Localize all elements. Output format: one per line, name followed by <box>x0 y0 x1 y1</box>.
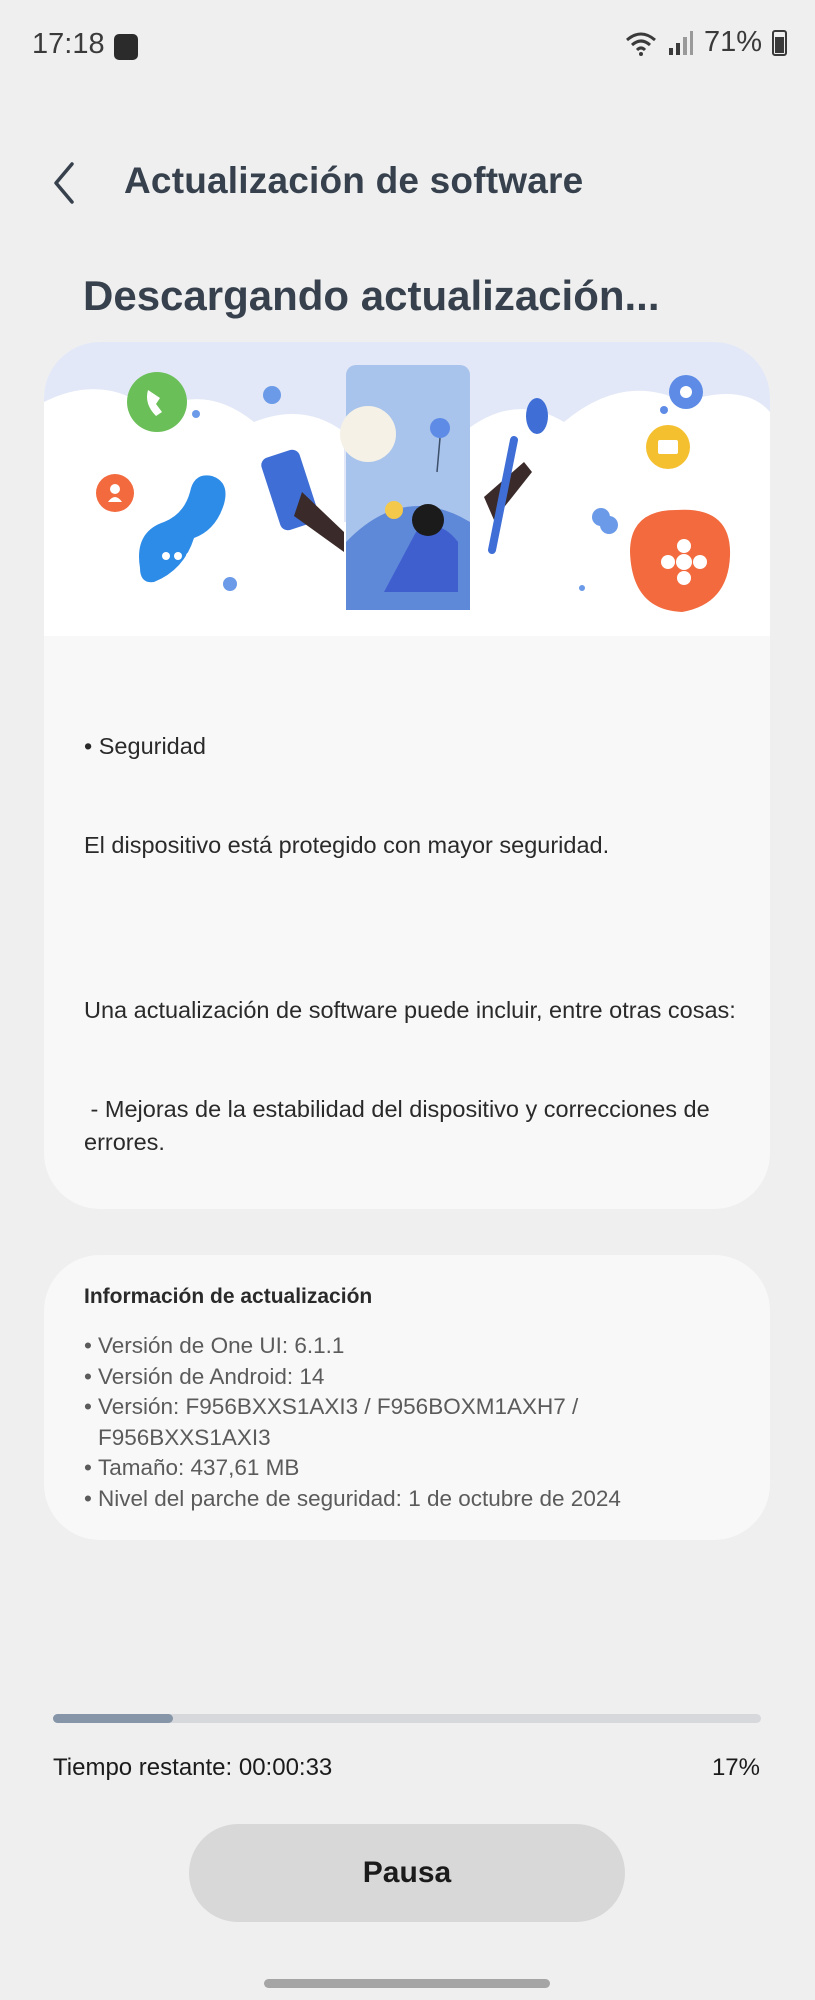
home-indicator[interactable] <box>264 1979 550 1988</box>
update-info-item: • Versión: F956BXXS1AXI3 / F956BOXM1AXH7 / F956BXXS1AXI3 <box>84 1392 734 1453</box>
notification-icon <box>114 34 138 60</box>
back-button[interactable] <box>44 158 88 208</box>
download-progress-fill <box>53 1714 173 1723</box>
download-progress-bar <box>53 1714 761 1723</box>
pause-button[interactable]: Pausa <box>189 1824 625 1922</box>
signal-icon <box>668 30 694 56</box>
update-info-item: • Versión de One UI: 6.1.1 <box>84 1331 734 1362</box>
update-info-list <box>84 1331 734 1514</box>
wifi-icon <box>624 30 658 56</box>
desc-line: • Seguridad <box>84 733 206 759</box>
release-notes-card <box>44 342 770 1209</box>
time-remaining: Tiempo restante: 00:00:33 <box>53 1754 333 1781</box>
update-illustration <box>44 342 770 636</box>
update-info-title: Información de actualización <box>84 1285 373 1308</box>
update-info-card <box>44 1255 770 1540</box>
desc-line: Una actualización de software puede incluir, entre otras cosas: <box>84 997 736 1023</box>
battery-level: 71% <box>703 26 762 58</box>
status-indicators <box>624 26 787 59</box>
update-info-item: • Nivel del parche de seguridad: 1 de octubre de 2024 <box>84 1484 734 1515</box>
progress-percent: 17% <box>711 1754 760 1781</box>
desc-line: - Mejoras de la estabilidad del dispositivo y correcciones de errores. <box>84 1096 717 1155</box>
update-info-item: • Versión de Android: 14 <box>84 1362 734 1393</box>
update-info-item: • Tamaño: 437,61 MB <box>84 1453 734 1484</box>
page-heading: Descargando actualización... <box>83 272 660 319</box>
release-notes-text <box>84 664 744 1209</box>
status-bar <box>0 0 815 96</box>
desc-line: El dispositivo está protegido con mayor seguridad. <box>84 832 610 858</box>
back-arrow-icon <box>44 158 88 208</box>
header-title: Actualización de software <box>124 160 584 201</box>
app-header <box>0 140 815 220</box>
battery-icon <box>772 30 787 56</box>
status-time: 17:18 <box>32 28 105 60</box>
